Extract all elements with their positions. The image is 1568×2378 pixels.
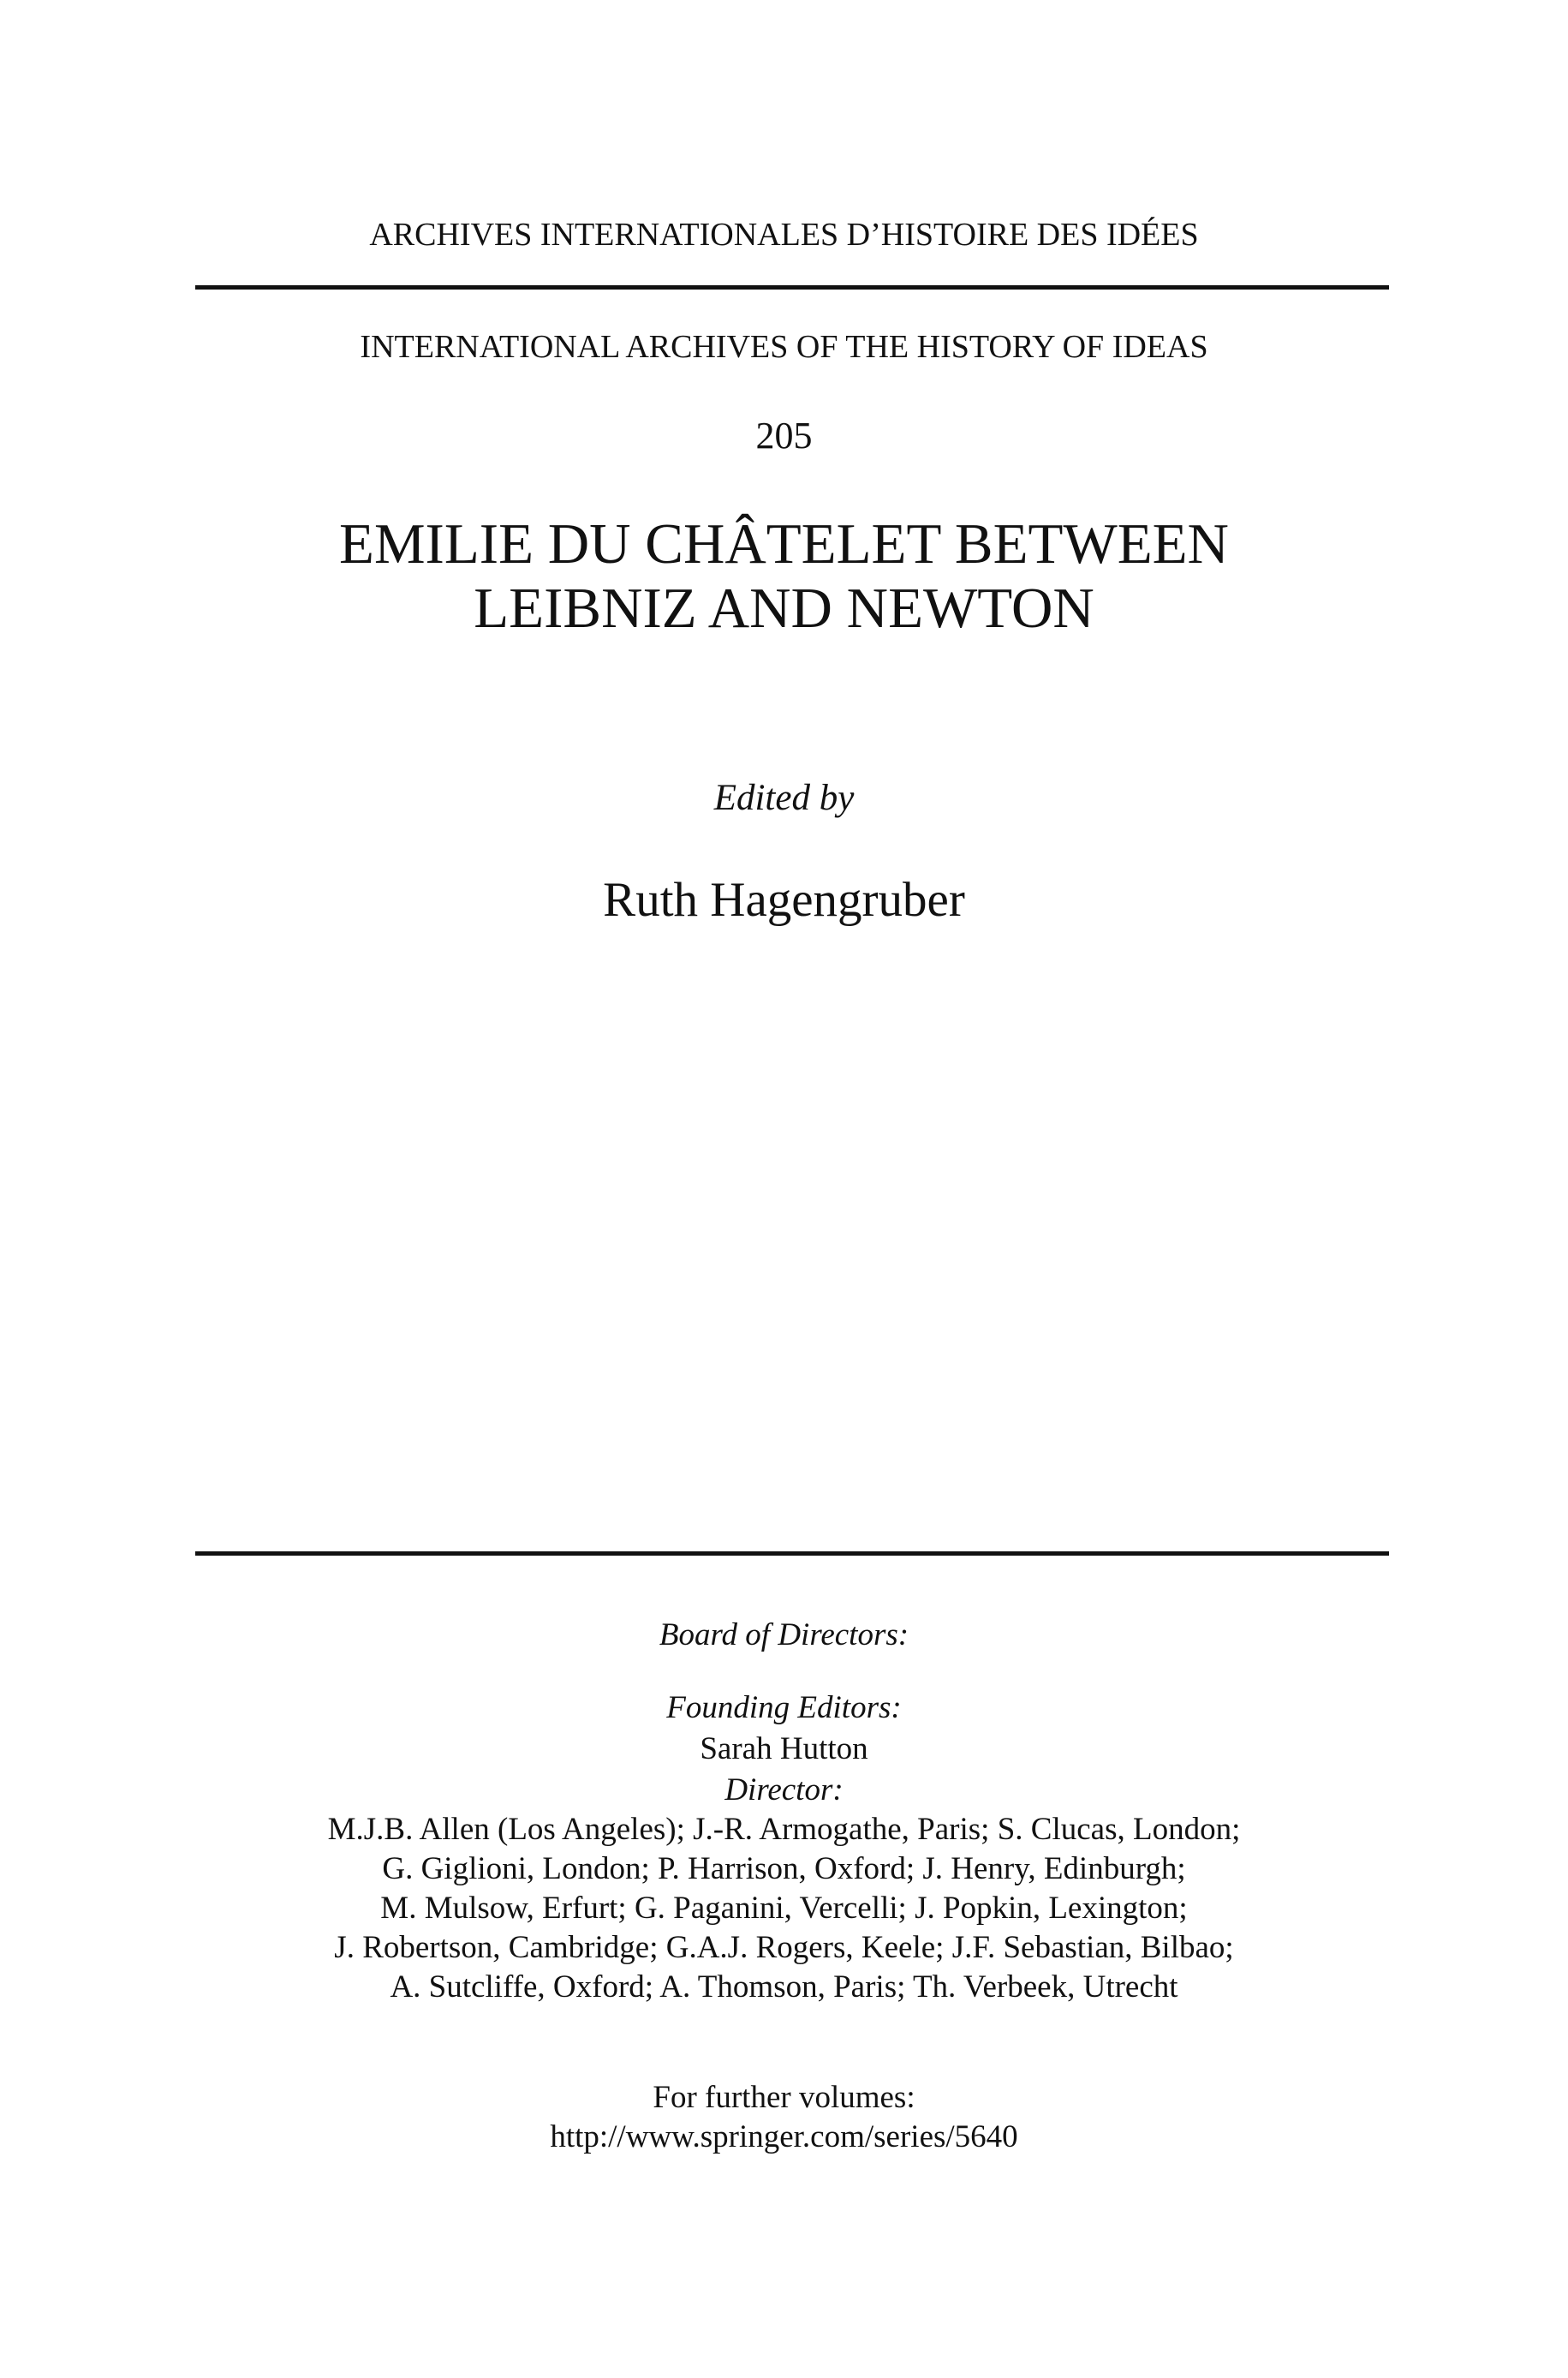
board-members-line: G. Giglioni, London; P. Harrison, Oxford; J. Henry, Edinburgh; (382, 1851, 1186, 1886)
founding-editor-name: Sarah Hutton (700, 1731, 868, 1766)
director-label: Director: (724, 1772, 844, 1807)
series-title-french: ARCHIVES INTERNATIONALES D’HISTOIRE DES IDÉES (369, 217, 1199, 253)
bottom-rule (195, 1551, 1389, 1556)
series-url: http://www.springer.com/series/5640 (550, 2119, 1018, 2154)
book-title-line-1: EMILIE DU CHÂTELET BETWEEN (339, 512, 1229, 576)
board-members-line: M. Mulsow, Erfurt; G. Paganini, Vercelli; J. Popkin, Lexington; (380, 1891, 1188, 1926)
board-of-directors-heading: Board of Directors: (659, 1617, 909, 1652)
board-members-line: J. Robertson, Cambridge; G.A.J. Rogers, Keele; J.F. Sebastian, Bilbao; (334, 1930, 1234, 1965)
founding-editors-label: Founding Editors: (666, 1690, 902, 1725)
top-rule (195, 285, 1389, 290)
board-members-line: M.J.B. Allen (Los Angeles); J.-R. Armogathe, Paris; S. Clucas, London; (327, 1812, 1241, 1847)
book-title-line-2: LEIBNIZ AND NEWTON (474, 577, 1094, 640)
edited-by-label: Edited by (713, 778, 855, 818)
volume-number: 205 (755, 415, 813, 457)
editor-name: Ruth Hagengruber (603, 873, 965, 927)
board-members-line: A. Sutcliffe, Oxford; A. Thomson, Paris; Th. Verbeek, Utrecht (390, 1969, 1178, 2005)
series-title-english: INTERNATIONAL ARCHIVES OF THE HISTORY OF IDEAS (360, 329, 1208, 365)
further-volumes-label: For further volumes: (653, 2080, 915, 2115)
